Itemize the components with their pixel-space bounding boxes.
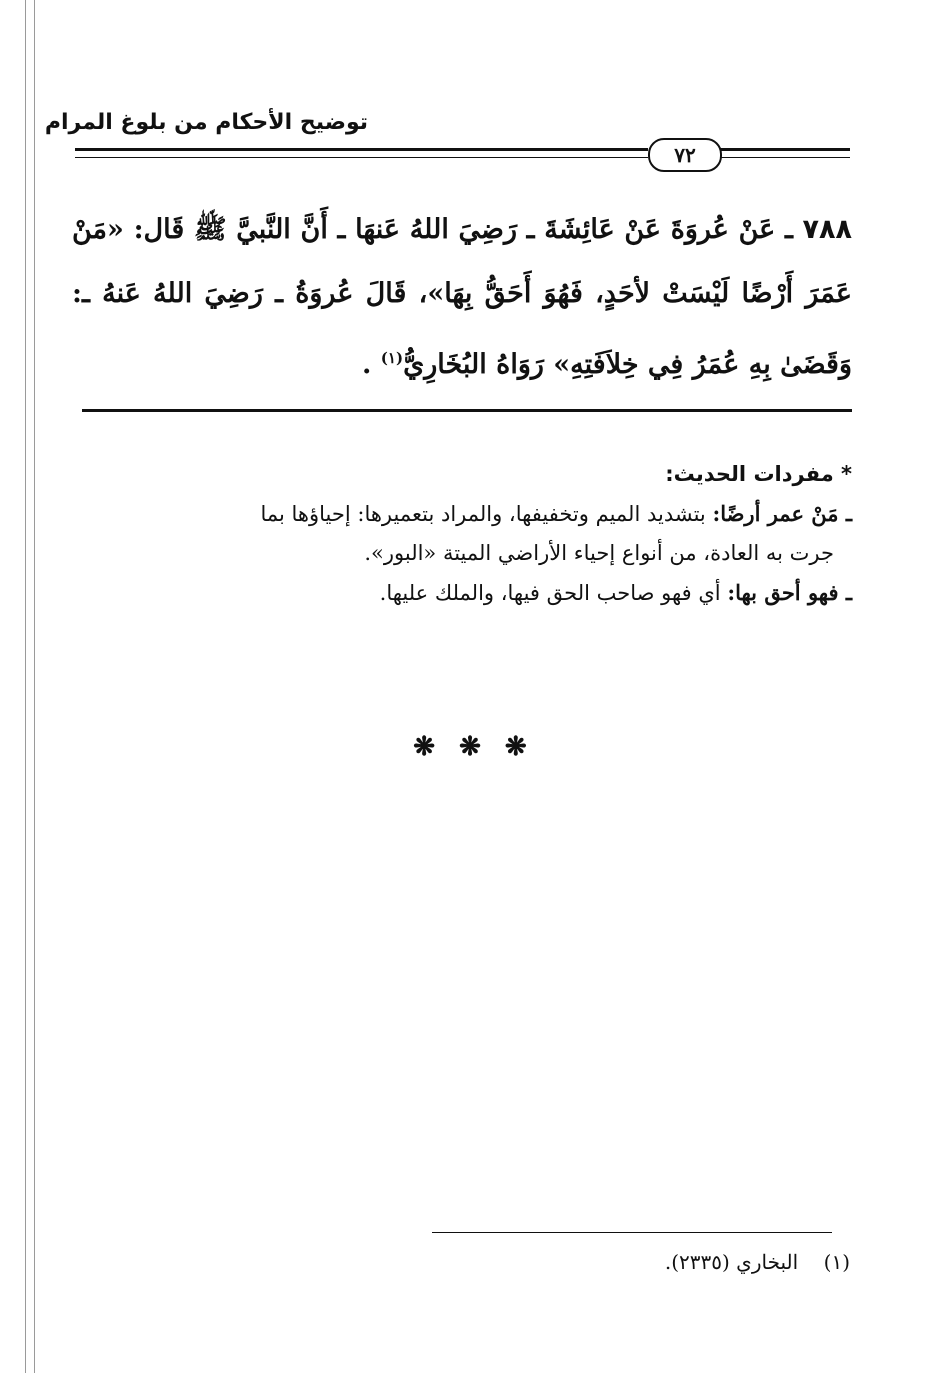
header-rule-right-thin: [720, 157, 850, 158]
footnote-text: البخاري (٢٣٣٥).: [664, 1250, 799, 1274]
vocabulary-continuation: جرت به العادة، من أنواع إحياء الأراضي الميتة «البور».: [364, 541, 834, 565]
footnote-reference: (١): [380, 349, 404, 367]
hadith-end: .: [361, 349, 372, 380]
hadith-number: ٧٨٨: [802, 214, 852, 245]
vocabulary-item: [72, 494, 852, 534]
page-number: ٧٢: [648, 138, 722, 172]
page-edge-left: [25, 0, 26, 1373]
vocabulary-term: ـ مَنْ عمر أرضًا:: [712, 501, 852, 526]
footnote-marker: (١): [823, 1250, 850, 1274]
vocabulary-definition: بتشديد الميم وتخفيفها، والمراد بتعميرها: إحياؤها بما: [260, 502, 706, 526]
header-rule-left: [75, 148, 648, 151]
vocabulary-definition: أي فهو صاحب الحق فيها، والملك عليها.: [379, 581, 721, 605]
vocabulary-item: [72, 573, 852, 613]
vocabulary-title: * مفردات الحديث:: [665, 462, 852, 486]
star-ornament: ❋: [504, 732, 527, 762]
section-separator: [82, 409, 852, 412]
vocabulary-term: ـ فهو أحق بها:: [727, 580, 852, 605]
header-rule-left-thin: [75, 157, 648, 158]
hadith-body: ـ عَنْ عُروَةَ عَنْ عَائِشَةَ ـ رَضِيَ اللهُ عَنهَا ـ أَنَّ النَّبيَّ ﷺ قَال: «مَنْ عَمَرَ أَرْضًا لَيْسَتْ لأحَدٍ، فَهُوَ أَحَقُّ بِهَا»، قَالَ عُروَةُ ـ رَضِيَ اللهُ عَنهُ ـ: وَقَضَىٰ بِهِ عُمَرُ فِي خِلاَفَتِهِ» رَوَاهُ البُخَارِيُّ: [72, 214, 852, 380]
hadith-text: [72, 198, 852, 397]
section-stars: [0, 732, 940, 762]
book-title: توضيح الأحكام من بلوغ المرام: [44, 110, 368, 135]
page-edge-left-inner: [34, 0, 35, 1373]
footnote-rule: [432, 1232, 832, 1233]
header-rule-right: [720, 148, 850, 151]
footnote: [665, 1250, 850, 1274]
star-ornament: ❋: [413, 732, 436, 762]
vocabulary-section: [72, 455, 852, 613]
star-ornament: ❋: [459, 732, 481, 762]
